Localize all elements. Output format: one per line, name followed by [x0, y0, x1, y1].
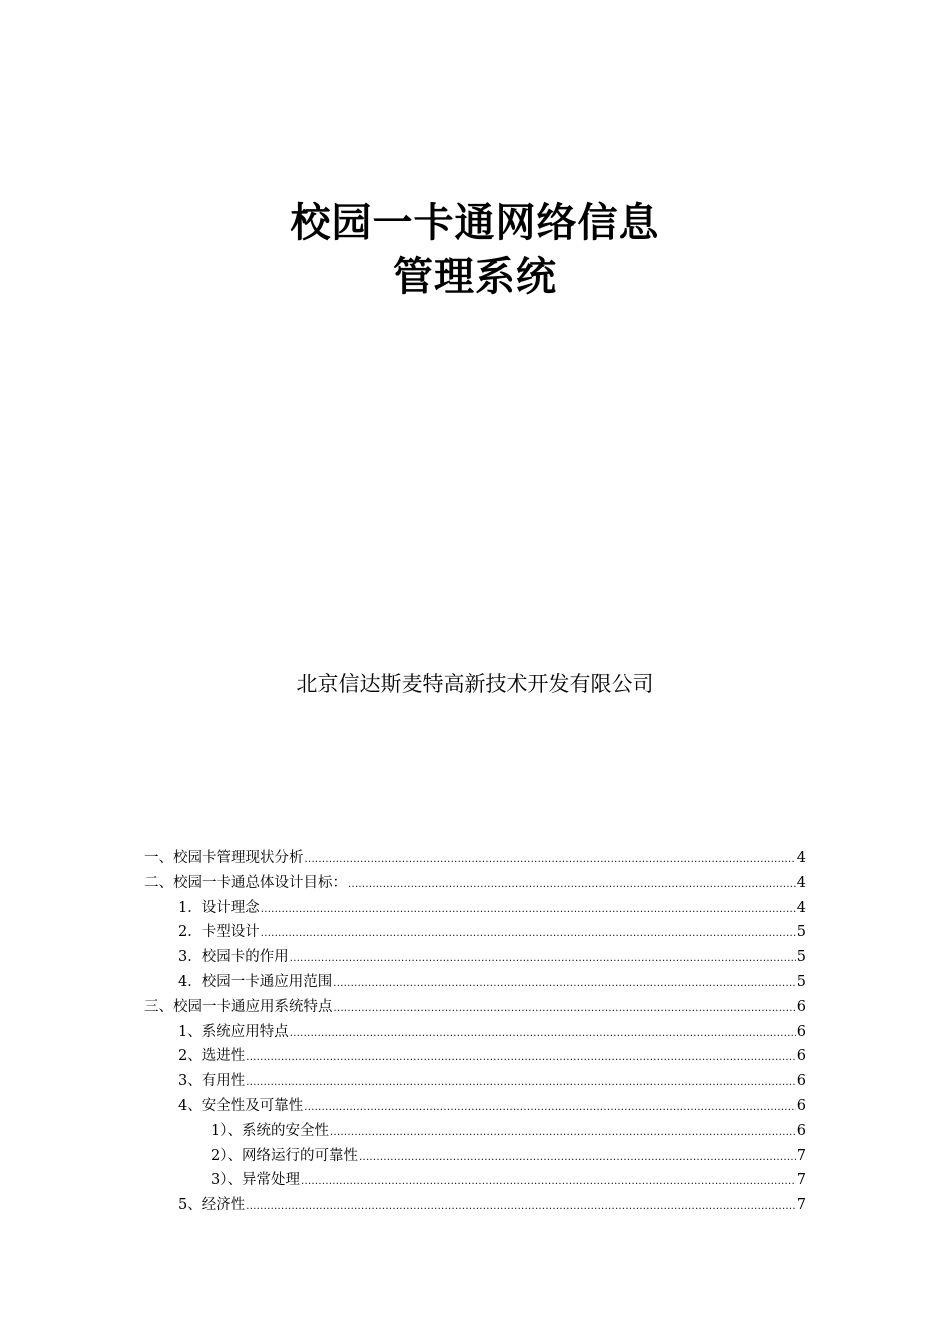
toc-entry-text: 3．校园卡的作用	[178, 949, 289, 966]
toc-entry[interactable]	[144, 920, 806, 945]
toc-leader-dots	[348, 873, 796, 898]
toc-leader-dots	[305, 848, 796, 873]
document-title	[0, 196, 950, 304]
toc-entry-page: 4	[796, 850, 806, 866]
toc-leader-dots	[330, 1121, 796, 1146]
toc-entry-text: 一、校园卡管理现状分析	[144, 850, 304, 866]
toc-entry[interactable]	[144, 1094, 806, 1119]
toc-entry[interactable]	[144, 1144, 806, 1169]
toc-leader-dots	[290, 947, 796, 972]
toc-entry-page: 6	[796, 998, 806, 1015]
toc-entry-page: 5	[796, 924, 806, 941]
toc-entry[interactable]	[144, 945, 806, 970]
toc-entry[interactable]	[144, 995, 806, 1020]
toc-entry-page: 5	[796, 949, 806, 966]
toc-entry-text: 5、经济性	[178, 1197, 246, 1214]
toc-entry-page: 4	[796, 874, 806, 891]
toc-entry-page: 6	[796, 1023, 806, 1040]
toc-leader-dots	[261, 898, 796, 923]
toc-entry-page: 6	[796, 1122, 806, 1139]
toc-leader-dots	[261, 922, 796, 947]
toc-entry-text: 二、校园一卡通总体设计目标：	[144, 874, 347, 891]
toc-entry-text: 3）、异常处理	[211, 1172, 300, 1189]
toc-entry[interactable]	[144, 1069, 806, 1094]
toc-entry[interactable]	[144, 1119, 806, 1144]
toc-entry[interactable]	[144, 1193, 806, 1218]
toc-leader-dots	[246, 1071, 796, 1096]
toc-entry[interactable]	[144, 896, 806, 921]
toc-entry-page: 5	[796, 973, 806, 990]
toc-leader-dots	[304, 1096, 796, 1121]
toc-leader-dots	[290, 1022, 796, 1047]
toc-leader-dots	[359, 1146, 796, 1171]
toc-entry-page: 7	[796, 1172, 806, 1189]
toc-entry-text: 三、校园一卡通应用系统特点	[144, 998, 333, 1015]
toc-entry-text: 4、安全性及可靠性	[178, 1097, 304, 1114]
toc-entry-text: 1．设计理念	[178, 899, 260, 916]
toc-entry-page: 7	[796, 1147, 806, 1164]
toc-leader-dots	[301, 1170, 796, 1195]
toc-leader-dots	[246, 1195, 796, 1220]
toc-entry-page: 6	[796, 1073, 806, 1090]
title-line-2: 管理系统	[393, 254, 557, 300]
toc-entry-page: 6	[796, 1048, 806, 1065]
title-line-1: 校园一卡通网络信息	[290, 200, 660, 246]
toc-entry-page: 4	[796, 899, 806, 916]
toc-entry-page: 7	[796, 1197, 806, 1214]
toc-entry-text: 2）、网络运行的可靠性	[211, 1147, 358, 1164]
toc-entry[interactable]	[144, 1020, 806, 1045]
toc-leader-dots	[333, 972, 796, 997]
table-of-contents	[144, 846, 806, 1218]
toc-leader-dots	[246, 1046, 796, 1071]
toc-entry-text: 3、有用性	[178, 1073, 246, 1090]
toc-entry[interactable]	[144, 970, 806, 995]
toc-entry-page: 6	[796, 1097, 806, 1114]
toc-entry-text: 1）、系统的安全性	[211, 1122, 329, 1139]
toc-entry[interactable]	[144, 1044, 806, 1069]
company-name: 北京信达斯麦特高新技术开发有限公司	[296, 672, 654, 696]
toc-entry[interactable]	[144, 871, 806, 896]
toc-entry-text: 2、选进性	[178, 1048, 246, 1065]
toc-entry[interactable]	[144, 1168, 806, 1193]
toc-entry-text: 4．校园一卡通应用范围	[178, 973, 333, 990]
toc-leader-dots	[334, 997, 796, 1022]
toc-entry-text: 2．卡型设计	[178, 924, 260, 941]
toc-entry[interactable]	[144, 846, 806, 871]
toc-entry-text: 1、系统应用特点	[178, 1023, 289, 1040]
